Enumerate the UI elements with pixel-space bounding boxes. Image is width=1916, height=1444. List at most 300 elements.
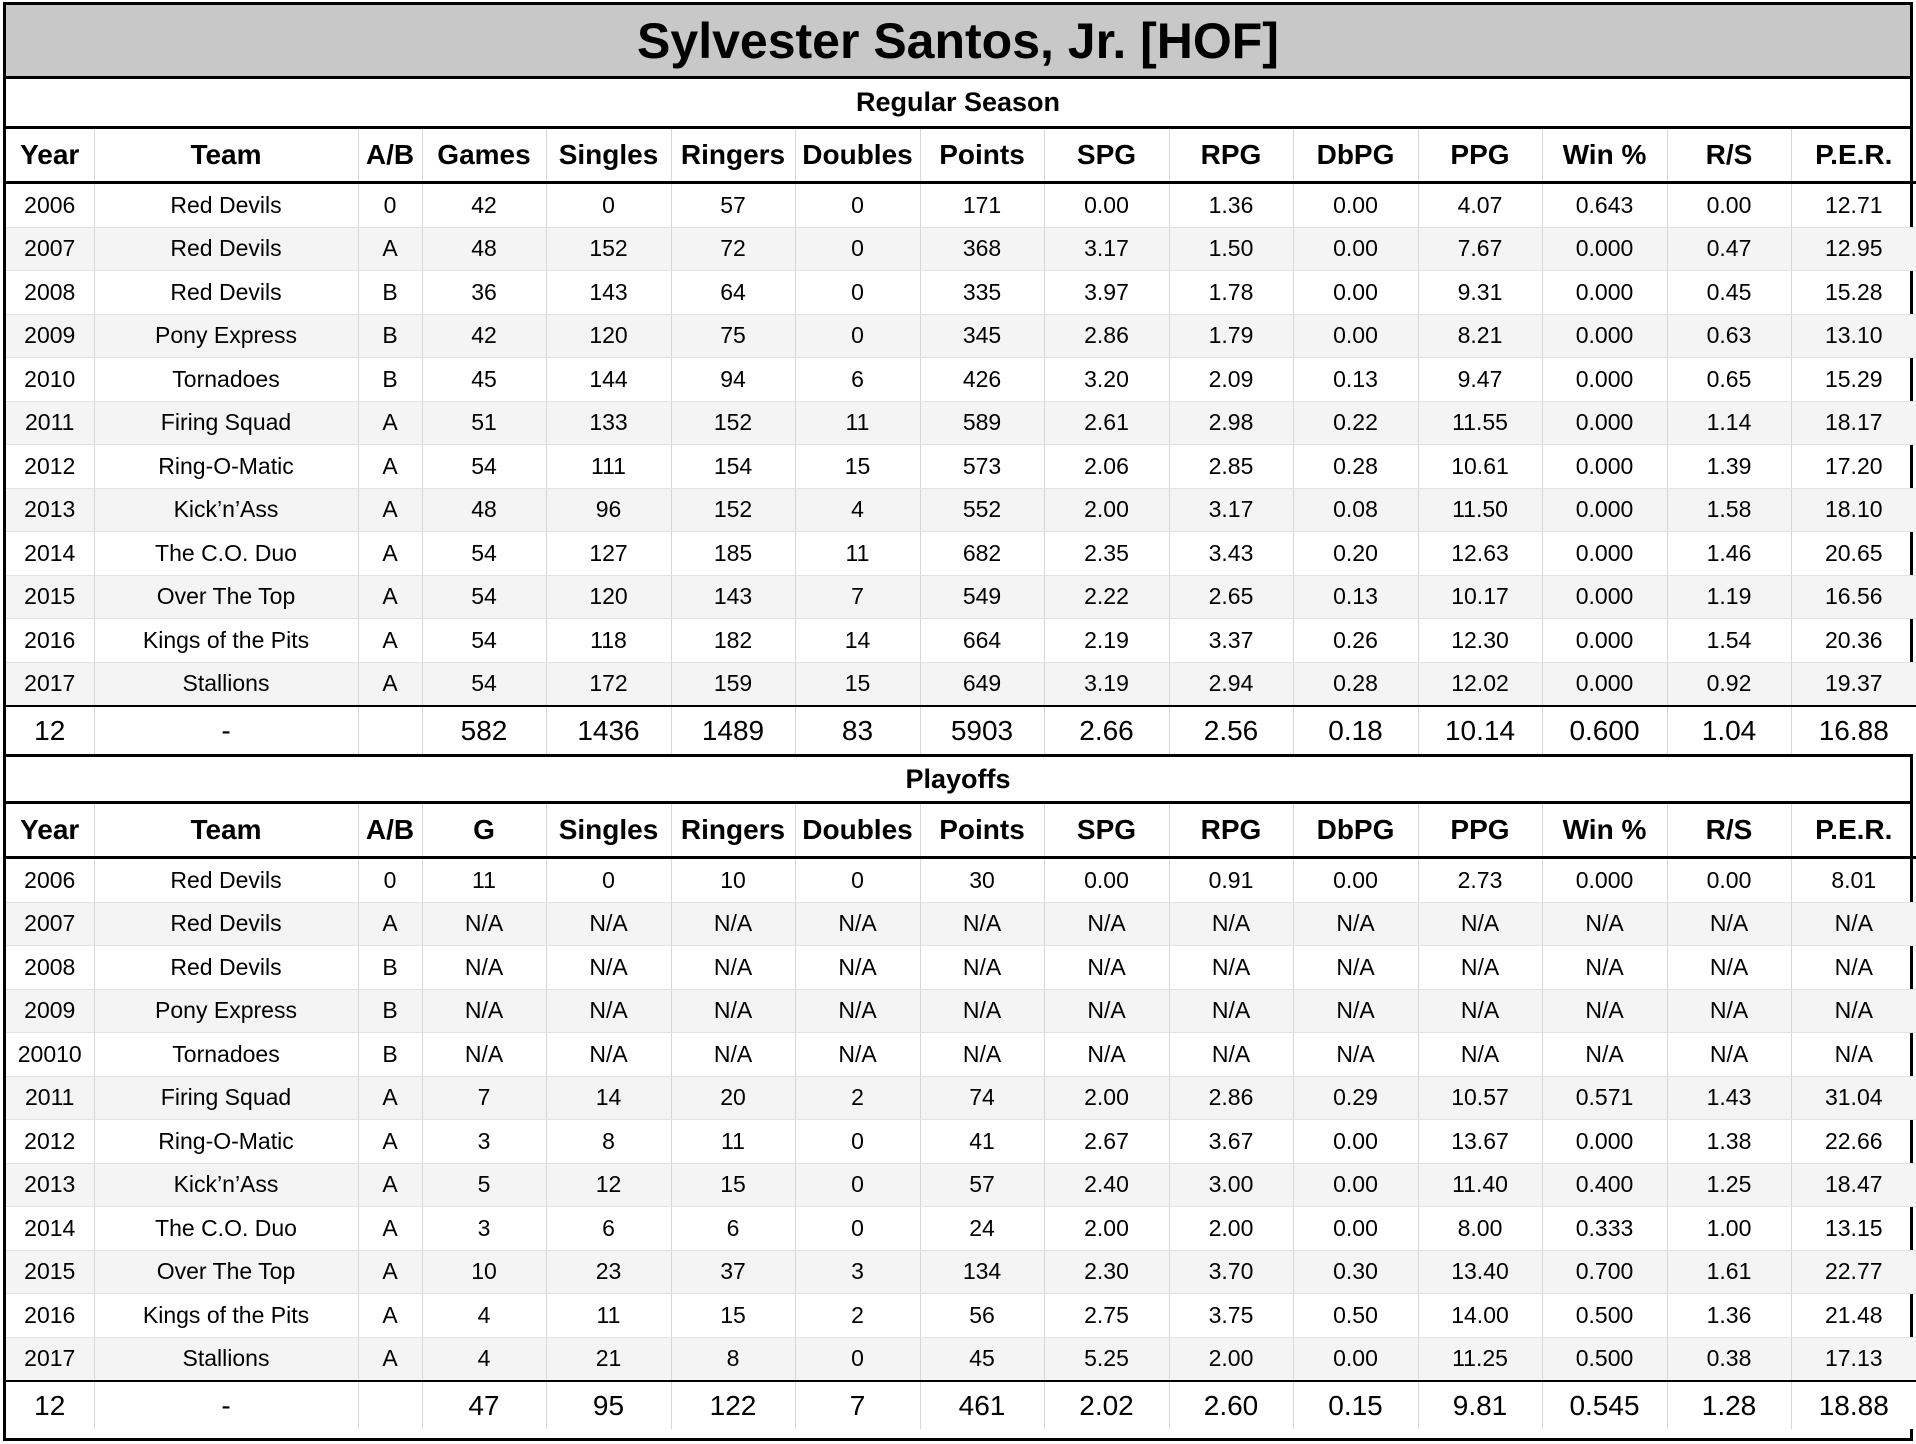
table-cell: 14 bbox=[546, 1076, 671, 1120]
column-header: Team bbox=[94, 129, 358, 183]
table-cell: 11.25 bbox=[1418, 1337, 1542, 1381]
table-cell: 0.47 bbox=[1667, 227, 1791, 271]
table-cell: 111 bbox=[546, 445, 671, 489]
column-header: A/B bbox=[358, 804, 422, 858]
table-cell: Stallions bbox=[94, 662, 358, 706]
table-cell: 426 bbox=[920, 358, 1044, 402]
totals-cell: 2.60 bbox=[1169, 1381, 1293, 1429]
table-cell: Over The Top bbox=[94, 1250, 358, 1294]
table-cell: 0.00 bbox=[1293, 227, 1418, 271]
table-cell: N/A bbox=[671, 1033, 795, 1077]
table-cell: 2.61 bbox=[1044, 401, 1169, 445]
table-cell: 0.571 bbox=[1542, 1076, 1667, 1120]
table-cell: N/A bbox=[1667, 1033, 1791, 1077]
table-cell: N/A bbox=[1667, 946, 1791, 990]
table-cell: 1.78 bbox=[1169, 271, 1293, 315]
regular-season-header-row bbox=[6, 129, 1916, 183]
table-cell: 1.36 bbox=[1169, 183, 1293, 228]
column-header: Points bbox=[920, 804, 1044, 858]
playoffs-heading: Playoffs bbox=[6, 754, 1910, 804]
table-cell: 20.36 bbox=[1791, 619, 1916, 663]
table-cell: 2007 bbox=[6, 227, 94, 271]
table-cell: 1.36 bbox=[1667, 1294, 1791, 1338]
table-cell: N/A bbox=[1791, 946, 1916, 990]
table-cell: 18.17 bbox=[1791, 401, 1916, 445]
table-cell: 15 bbox=[795, 445, 920, 489]
table-cell: 14.00 bbox=[1418, 1294, 1542, 1338]
table-cell: 57 bbox=[920, 1163, 1044, 1207]
table-cell: 16.56 bbox=[1791, 575, 1916, 619]
table-cell: 335 bbox=[920, 271, 1044, 315]
table-row bbox=[6, 401, 1916, 445]
table-cell: 185 bbox=[671, 532, 795, 576]
table-cell: N/A bbox=[422, 946, 546, 990]
table-cell: N/A bbox=[422, 902, 546, 946]
table-cell: 3.43 bbox=[1169, 532, 1293, 576]
table-cell: 2016 bbox=[6, 619, 94, 663]
table-cell: 133 bbox=[546, 401, 671, 445]
table-cell: 0 bbox=[358, 183, 422, 228]
table-cell: 0.000 bbox=[1542, 358, 1667, 402]
table-cell: 36 bbox=[422, 271, 546, 315]
table-cell: N/A bbox=[1542, 902, 1667, 946]
table-cell: 11.55 bbox=[1418, 401, 1542, 445]
table-cell: 2.00 bbox=[1169, 1337, 1293, 1381]
table-row bbox=[6, 662, 1916, 706]
table-cell: 0.000 bbox=[1542, 1120, 1667, 1164]
table-cell: 2.73 bbox=[1418, 858, 1542, 903]
table-cell: The C.O. Duo bbox=[94, 532, 358, 576]
stats-sheet bbox=[3, 2, 1913, 1441]
table-cell: 2012 bbox=[6, 445, 94, 489]
table-cell: 11 bbox=[795, 401, 920, 445]
table-cell: N/A bbox=[1293, 902, 1418, 946]
column-header: G bbox=[422, 804, 546, 858]
table-cell: 0.643 bbox=[1542, 183, 1667, 228]
table-cell: 48 bbox=[422, 488, 546, 532]
table-cell: 5.25 bbox=[1044, 1337, 1169, 1381]
table-cell: 182 bbox=[671, 619, 795, 663]
table-cell: 12.63 bbox=[1418, 532, 1542, 576]
table-cell: 1.50 bbox=[1169, 227, 1293, 271]
column-header: Team bbox=[94, 804, 358, 858]
table-cell: 171 bbox=[920, 183, 1044, 228]
totals-cell: 1489 bbox=[671, 706, 795, 754]
column-header: A/B bbox=[358, 129, 422, 183]
table-cell: 2.30 bbox=[1044, 1250, 1169, 1294]
table-cell: 8.21 bbox=[1418, 314, 1542, 358]
table-cell: N/A bbox=[795, 946, 920, 990]
table-cell: 154 bbox=[671, 445, 795, 489]
totals-cell: - bbox=[94, 706, 358, 754]
table-cell: A bbox=[358, 532, 422, 576]
table-cell: 10.57 bbox=[1418, 1076, 1542, 1120]
table-cell: 2 bbox=[795, 1294, 920, 1338]
table-cell: 15.29 bbox=[1791, 358, 1916, 402]
table-cell: A bbox=[358, 662, 422, 706]
table-cell: 0.000 bbox=[1542, 401, 1667, 445]
table-cell: A bbox=[358, 227, 422, 271]
table-cell: Red Devils bbox=[94, 858, 358, 903]
table-cell: 0.20 bbox=[1293, 532, 1418, 576]
table-cell: 13.10 bbox=[1791, 314, 1916, 358]
table-cell: 0.45 bbox=[1667, 271, 1791, 315]
table-cell: 0.91 bbox=[1169, 858, 1293, 903]
table-cell: 0.400 bbox=[1542, 1163, 1667, 1207]
totals-cell: 18.88 bbox=[1791, 1381, 1916, 1429]
table-cell: N/A bbox=[920, 1033, 1044, 1077]
table-cell: 0.50 bbox=[1293, 1294, 1418, 1338]
totals-cell: 10.14 bbox=[1418, 706, 1542, 754]
table-cell: 22.77 bbox=[1791, 1250, 1916, 1294]
table-cell: Kick’n’Ass bbox=[94, 1163, 358, 1207]
column-header: RPG bbox=[1169, 129, 1293, 183]
table-cell: Ring-O-Matic bbox=[94, 1120, 358, 1164]
table-cell: 10.17 bbox=[1418, 575, 1542, 619]
table-row bbox=[6, 1294, 1916, 1338]
table-cell: 3.00 bbox=[1169, 1163, 1293, 1207]
table-cell: Over The Top bbox=[94, 575, 358, 619]
column-header: P.E.R. bbox=[1791, 129, 1916, 183]
table-cell: A bbox=[358, 575, 422, 619]
table-cell: 573 bbox=[920, 445, 1044, 489]
table-cell: N/A bbox=[422, 989, 546, 1033]
table-cell: 0.00 bbox=[1293, 271, 1418, 315]
totals-cell: 16.88 bbox=[1791, 706, 1916, 754]
table-cell: 0 bbox=[546, 858, 671, 903]
table-row bbox=[6, 314, 1916, 358]
table-cell: 0.29 bbox=[1293, 1076, 1418, 1120]
table-cell: 54 bbox=[422, 575, 546, 619]
table-cell: Firing Squad bbox=[94, 1076, 358, 1120]
table-cell: 2007 bbox=[6, 902, 94, 946]
table-cell: 2015 bbox=[6, 1250, 94, 1294]
table-cell: 0.38 bbox=[1667, 1337, 1791, 1381]
table-cell: A bbox=[358, 401, 422, 445]
table-cell: Kick’n’Ass bbox=[94, 488, 358, 532]
table-cell: 2006 bbox=[6, 183, 94, 228]
table-cell: 0.000 bbox=[1542, 271, 1667, 315]
table-cell: 37 bbox=[671, 1250, 795, 1294]
table-cell: 1.38 bbox=[1667, 1120, 1791, 1164]
table-row bbox=[6, 619, 1916, 663]
table-cell: N/A bbox=[1169, 989, 1293, 1033]
table-cell: N/A bbox=[795, 902, 920, 946]
table-cell: N/A bbox=[1293, 989, 1418, 1033]
table-cell: 45 bbox=[920, 1337, 1044, 1381]
table-cell: Red Devils bbox=[94, 271, 358, 315]
table-cell: 0.13 bbox=[1293, 358, 1418, 402]
table-cell: 2.22 bbox=[1044, 575, 1169, 619]
table-cell: 7.67 bbox=[1418, 227, 1542, 271]
table-row bbox=[6, 488, 1916, 532]
table-cell: 345 bbox=[920, 314, 1044, 358]
table-cell: 2015 bbox=[6, 575, 94, 619]
table-cell: 2.00 bbox=[1044, 488, 1169, 532]
table-cell: 664 bbox=[920, 619, 1044, 663]
table-cell: 0.500 bbox=[1542, 1294, 1667, 1338]
table-cell: Red Devils bbox=[94, 227, 358, 271]
table-cell: 13.67 bbox=[1418, 1120, 1542, 1164]
playoffs-table bbox=[6, 804, 1916, 1429]
table-cell: 9.31 bbox=[1418, 271, 1542, 315]
table-cell: 4 bbox=[422, 1337, 546, 1381]
table-cell: N/A bbox=[1044, 989, 1169, 1033]
table-cell: N/A bbox=[1418, 946, 1542, 990]
totals-cell: 47 bbox=[422, 1381, 546, 1429]
table-cell: 13.15 bbox=[1791, 1207, 1916, 1251]
table-cell: 1.79 bbox=[1169, 314, 1293, 358]
playoffs-header-row bbox=[6, 804, 1916, 858]
table-cell: B bbox=[358, 946, 422, 990]
table-cell: 2013 bbox=[6, 1163, 94, 1207]
table-cell: 11 bbox=[422, 858, 546, 903]
table-cell: 54 bbox=[422, 532, 546, 576]
table-cell: N/A bbox=[1044, 902, 1169, 946]
table-cell: Kings of the Pits bbox=[94, 619, 358, 663]
table-cell: 0.00 bbox=[1293, 183, 1418, 228]
table-cell: 1.43 bbox=[1667, 1076, 1791, 1120]
table-cell: Stallions bbox=[94, 1337, 358, 1381]
totals-cell: 0.600 bbox=[1542, 706, 1667, 754]
table-cell: 64 bbox=[671, 271, 795, 315]
table-row bbox=[6, 1120, 1916, 1164]
table-cell: B bbox=[358, 271, 422, 315]
totals-cell: 1436 bbox=[546, 706, 671, 754]
table-cell: 12.30 bbox=[1418, 619, 1542, 663]
table-cell: 6 bbox=[795, 358, 920, 402]
table-cell: A bbox=[358, 1337, 422, 1381]
totals-cell bbox=[358, 1381, 422, 1429]
table-cell: 0.00 bbox=[1044, 183, 1169, 228]
totals-cell: 2.02 bbox=[1044, 1381, 1169, 1429]
table-cell: 0.000 bbox=[1542, 532, 1667, 576]
table-cell: 4 bbox=[795, 488, 920, 532]
table-cell: 0.000 bbox=[1542, 575, 1667, 619]
table-cell: N/A bbox=[1667, 989, 1791, 1033]
table-cell: 96 bbox=[546, 488, 671, 532]
table-cell: 0.00 bbox=[1293, 314, 1418, 358]
table-cell: 0.00 bbox=[1667, 858, 1791, 903]
table-row bbox=[6, 1337, 1916, 1381]
column-header: DbPG bbox=[1293, 129, 1418, 183]
totals-cell: - bbox=[94, 1381, 358, 1429]
table-row bbox=[6, 1163, 1916, 1207]
table-cell: N/A bbox=[546, 946, 671, 990]
table-cell: N/A bbox=[920, 989, 1044, 1033]
table-cell: B bbox=[358, 314, 422, 358]
table-cell: 22.66 bbox=[1791, 1120, 1916, 1164]
totals-row bbox=[6, 1381, 1916, 1429]
table-cell: 48 bbox=[422, 227, 546, 271]
table-row bbox=[6, 358, 1916, 402]
table-cell: 3.97 bbox=[1044, 271, 1169, 315]
column-header: RPG bbox=[1169, 804, 1293, 858]
table-cell: 0.000 bbox=[1542, 488, 1667, 532]
table-cell: 0.00 bbox=[1667, 183, 1791, 228]
table-cell: 2.35 bbox=[1044, 532, 1169, 576]
table-cell: 14 bbox=[795, 619, 920, 663]
table-cell: N/A bbox=[1791, 902, 1916, 946]
table-cell: 0.00 bbox=[1293, 1120, 1418, 1164]
table-cell: 0 bbox=[795, 1120, 920, 1164]
table-cell: 2012 bbox=[6, 1120, 94, 1164]
totals-cell: 83 bbox=[795, 706, 920, 754]
table-cell: 2.00 bbox=[1044, 1207, 1169, 1251]
table-cell: 2017 bbox=[6, 1337, 94, 1381]
table-cell: 2.00 bbox=[1044, 1076, 1169, 1120]
table-cell: 3.20 bbox=[1044, 358, 1169, 402]
table-cell: 6 bbox=[546, 1207, 671, 1251]
table-cell: 134 bbox=[920, 1250, 1044, 1294]
table-cell: 1.39 bbox=[1667, 445, 1791, 489]
table-cell: 13.40 bbox=[1418, 1250, 1542, 1294]
table-cell: 552 bbox=[920, 488, 1044, 532]
table-cell: 0 bbox=[358, 858, 422, 903]
table-cell: N/A bbox=[1418, 1033, 1542, 1077]
table-cell: 3.17 bbox=[1169, 488, 1293, 532]
page-title: Sylvester Santos, Jr. [HOF] bbox=[6, 5, 1910, 79]
table-cell: N/A bbox=[546, 902, 671, 946]
table-cell: 2009 bbox=[6, 989, 94, 1033]
table-cell: 3.75 bbox=[1169, 1294, 1293, 1338]
table-cell: Tornadoes bbox=[94, 358, 358, 402]
table-cell: 2008 bbox=[6, 946, 94, 990]
table-cell: 649 bbox=[920, 662, 1044, 706]
table-cell: 127 bbox=[546, 532, 671, 576]
regular-season-heading: Regular Season bbox=[6, 79, 1910, 129]
table-cell: 15.28 bbox=[1791, 271, 1916, 315]
totals-cell: 0.18 bbox=[1293, 706, 1418, 754]
table-cell: 0 bbox=[795, 858, 920, 903]
table-cell: 54 bbox=[422, 662, 546, 706]
totals-cell: 461 bbox=[920, 1381, 1044, 1429]
table-cell: 15 bbox=[671, 1163, 795, 1207]
table-cell: 0.000 bbox=[1542, 858, 1667, 903]
table-cell: 0.92 bbox=[1667, 662, 1791, 706]
table-cell: 2008 bbox=[6, 271, 94, 315]
table-cell: 3 bbox=[795, 1250, 920, 1294]
table-cell: 17.20 bbox=[1791, 445, 1916, 489]
table-cell: 368 bbox=[920, 227, 1044, 271]
table-cell: 3 bbox=[422, 1120, 546, 1164]
table-cell: A bbox=[358, 1250, 422, 1294]
table-cell: 120 bbox=[546, 314, 671, 358]
table-cell: N/A bbox=[1169, 1033, 1293, 1077]
table-cell: N/A bbox=[671, 946, 795, 990]
table-cell: 6 bbox=[671, 1207, 795, 1251]
table-cell: 4.07 bbox=[1418, 183, 1542, 228]
table-cell: 45 bbox=[422, 358, 546, 402]
table-cell: 2.75 bbox=[1044, 1294, 1169, 1338]
table-cell: 3.67 bbox=[1169, 1120, 1293, 1164]
column-header: Ringers bbox=[671, 804, 795, 858]
table-cell: 54 bbox=[422, 619, 546, 663]
regular-season-table bbox=[6, 129, 1916, 754]
table-cell: N/A bbox=[1542, 989, 1667, 1033]
table-cell: 0.000 bbox=[1542, 445, 1667, 489]
table-cell: 54 bbox=[422, 445, 546, 489]
column-header: R/S bbox=[1667, 129, 1791, 183]
table-cell: Ring-O-Matic bbox=[94, 445, 358, 489]
table-row bbox=[6, 1207, 1916, 1251]
table-row bbox=[6, 1250, 1916, 1294]
table-cell: 0.30 bbox=[1293, 1250, 1418, 1294]
table-cell: 21 bbox=[546, 1337, 671, 1381]
table-cell: 4 bbox=[422, 1294, 546, 1338]
table-cell: 0.00 bbox=[1044, 858, 1169, 903]
totals-cell: 7 bbox=[795, 1381, 920, 1429]
table-cell: 12 bbox=[546, 1163, 671, 1207]
regular-season-body bbox=[6, 183, 1916, 755]
table-cell: N/A bbox=[1169, 902, 1293, 946]
table-cell: 0.500 bbox=[1542, 1337, 1667, 1381]
table-cell: 9.47 bbox=[1418, 358, 1542, 402]
table-cell: 2.86 bbox=[1169, 1076, 1293, 1120]
table-cell: 0.00 bbox=[1293, 858, 1418, 903]
table-row bbox=[6, 902, 1916, 946]
table-cell: 72 bbox=[671, 227, 795, 271]
table-cell: 2013 bbox=[6, 488, 94, 532]
column-header: Ringers bbox=[671, 129, 795, 183]
table-cell: 120 bbox=[546, 575, 671, 619]
table-cell: N/A bbox=[1418, 989, 1542, 1033]
table-cell: 0 bbox=[795, 314, 920, 358]
column-header: Points bbox=[920, 129, 1044, 183]
table-row bbox=[6, 271, 1916, 315]
table-cell: 0.000 bbox=[1542, 314, 1667, 358]
table-cell: A bbox=[358, 1163, 422, 1207]
table-cell: 56 bbox=[920, 1294, 1044, 1338]
column-header: Singles bbox=[546, 129, 671, 183]
table-cell: 0.63 bbox=[1667, 314, 1791, 358]
table-cell: 8 bbox=[546, 1120, 671, 1164]
table-cell: 0.22 bbox=[1293, 401, 1418, 445]
table-cell: 0.28 bbox=[1293, 445, 1418, 489]
table-cell: 2.65 bbox=[1169, 575, 1293, 619]
table-cell: N/A bbox=[671, 989, 795, 1033]
table-cell: N/A bbox=[671, 902, 795, 946]
totals-cell: 2.56 bbox=[1169, 706, 1293, 754]
table-cell: 2.06 bbox=[1044, 445, 1169, 489]
totals-cell: 0.545 bbox=[1542, 1381, 1667, 1429]
column-header: DbPG bbox=[1293, 804, 1418, 858]
table-cell: 11.50 bbox=[1418, 488, 1542, 532]
table-cell: 0 bbox=[795, 271, 920, 315]
table-cell: A bbox=[358, 1294, 422, 1338]
table-cell: N/A bbox=[795, 1033, 920, 1077]
column-header: PPG bbox=[1418, 129, 1542, 183]
column-header: Win % bbox=[1542, 129, 1667, 183]
table-cell: 42 bbox=[422, 183, 546, 228]
table-cell: 2014 bbox=[6, 532, 94, 576]
table-cell: 0 bbox=[795, 227, 920, 271]
table-cell: 0.65 bbox=[1667, 358, 1791, 402]
table-cell: 0 bbox=[795, 1207, 920, 1251]
table-cell: 41 bbox=[920, 1120, 1044, 1164]
table-cell: 19.37 bbox=[1791, 662, 1916, 706]
table-cell: 0.28 bbox=[1293, 662, 1418, 706]
table-cell: 2006 bbox=[6, 858, 94, 903]
playoffs-body bbox=[6, 858, 1916, 1430]
table-cell: 18.10 bbox=[1791, 488, 1916, 532]
table-cell: 1.19 bbox=[1667, 575, 1791, 619]
table-cell: 0 bbox=[795, 1163, 920, 1207]
table-cell: Tornadoes bbox=[94, 1033, 358, 1077]
table-cell: N/A bbox=[1418, 902, 1542, 946]
table-cell: B bbox=[358, 989, 422, 1033]
table-cell: 2016 bbox=[6, 1294, 94, 1338]
